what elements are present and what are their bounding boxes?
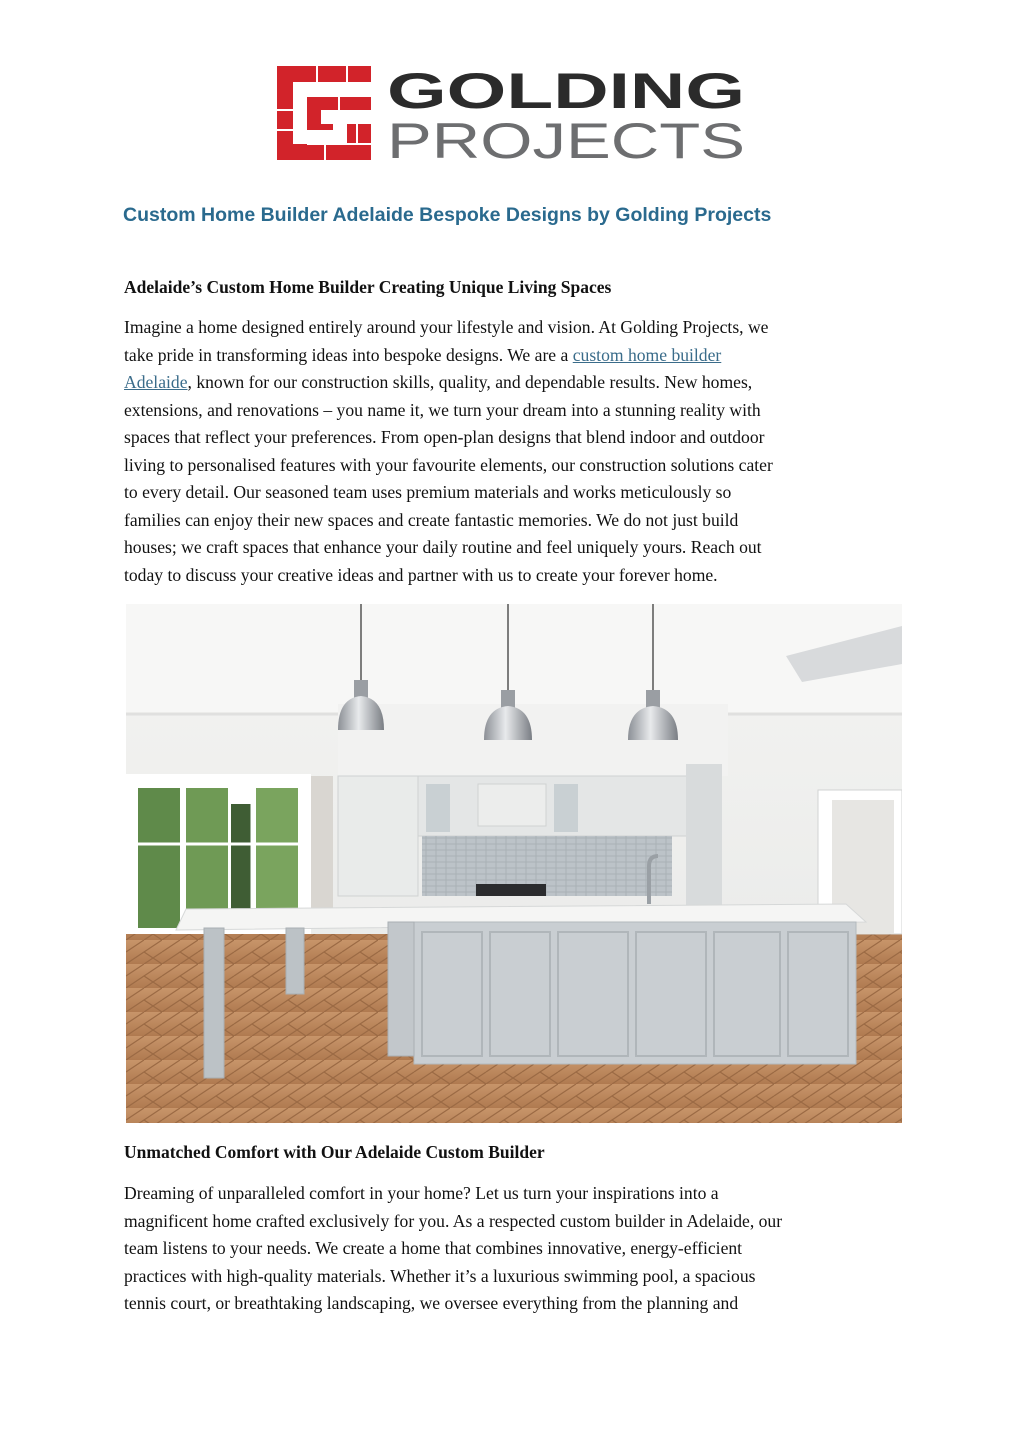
section1-text: take pride in transforming ideas into bespoke designs. We are a (124, 344, 573, 365)
document-title: Custom Home Builder Adelaide Bespoke Designs by Golding Projects (123, 204, 772, 226)
section1-line (124, 369, 904, 397)
section1-line: living to personalised features with your favourite elements, our construction solutions cater (124, 454, 773, 475)
section1-heading: Adelaide’s Custom Home Builder Creating Unique Living Spaces (124, 277, 612, 297)
golding-projects-logo (277, 66, 747, 160)
logo-line1: GOLDING (387, 66, 745, 119)
section1-text: , known for our construction skills, quality, and dependable results. New homes, (187, 372, 753, 392)
section1-line: extensions, and renovations – you name it, we turn your dream into a stunning reality with (124, 399, 761, 420)
section2-line: practices with high-quality materials. Whether it’s a luxurious swimming pool, a spacious (124, 1265, 756, 1286)
adelaide-link[interactable]: Adelaide (124, 372, 188, 392)
kitchen-photo (126, 604, 902, 1123)
section2-line: team listens to your needs. We create a home that combines innovative, energy-efficient (124, 1238, 743, 1258)
section1-paragraph (124, 314, 904, 589)
section1-line: families can enjoy their new spaces and create fantastic memories. We do not just build (124, 509, 739, 530)
logo-mark-icon (277, 66, 371, 160)
section1-line: today to discuss your creative ideas and partner with us to create your forever home. (124, 564, 718, 585)
section2-heading: Unmatched Comfort with Our Adelaide Custom Builder (124, 1142, 545, 1162)
section1-line: Imagine a home designed entirely around your lifestyle and vision. At Golding Projects, we (124, 317, 769, 337)
section2-line: magnificent home crafted exclusively for you. As a respected custom builder in Adelaide, our (124, 1210, 783, 1231)
custom-home-builder-link[interactable]: custom home builder (572, 344, 722, 365)
section2-line: Dreaming of unparalleled comfort in your home? Let us turn your inspirations into a (124, 1183, 719, 1203)
section1-line (124, 342, 904, 370)
logo-line2: PROJECTS (387, 113, 745, 160)
section2-paragraph (124, 1180, 904, 1318)
section1-line: spaces that reflect your preferences. From open-plan designs that blend indoor and outdoor (124, 427, 765, 447)
section2-line: tennis court, or breathtaking landscaping, we oversee everything from the planning and (124, 1293, 739, 1313)
section1-line: houses; we craft spaces that enhance your daily routine and feel uniquely yours. Reach out (124, 537, 762, 557)
section1-line: to every detail. Our seasoned team uses premium materials and works meticulously so (124, 482, 732, 502)
